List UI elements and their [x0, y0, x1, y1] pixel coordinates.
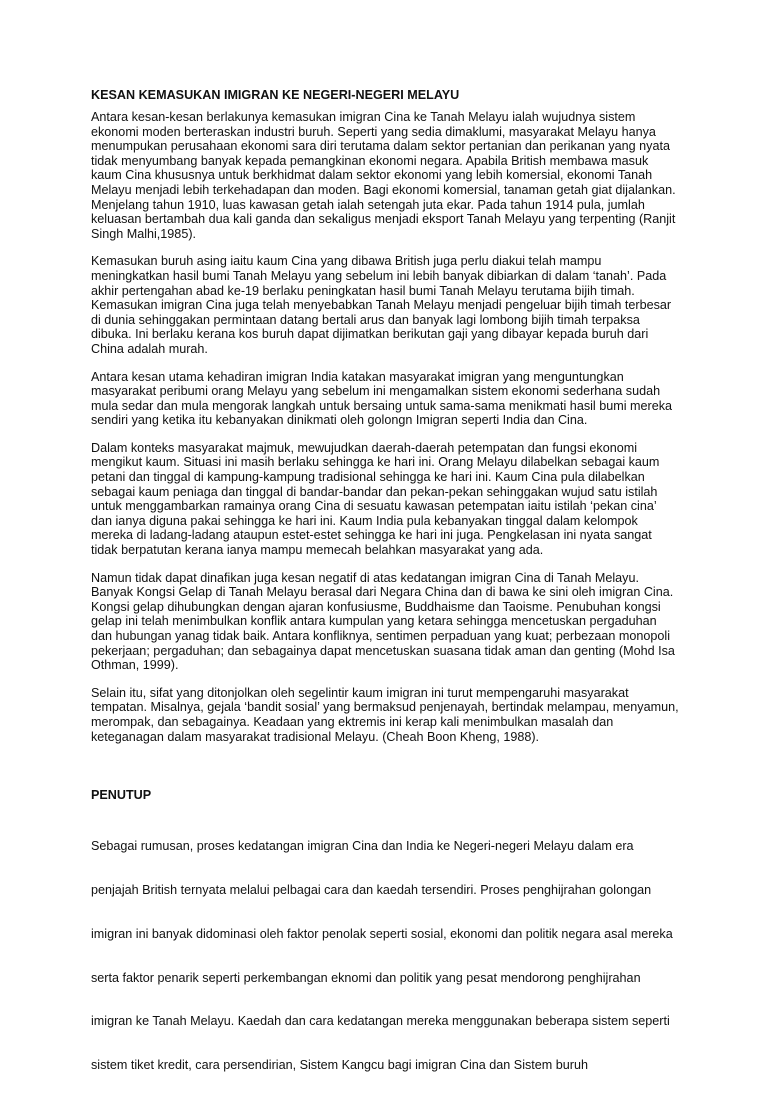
- text-line: akhir pertengahan abad ke-19 berlaku peningkatan hasil bumi Tanah Melayu terutama bijih timah.: [91, 283, 635, 298]
- paragraph-5: [91, 571, 698, 673]
- text-line: ekonomi moden berteraskan industri buruh. Seperti yang sedia dimaklumi, masyarakat Melayu hanya: [91, 124, 656, 139]
- text-line: mereka di ladang-ladang ataupun estet-estet sehingga ke hari ini juga. Pengkelasan ini nyata sangat: [91, 528, 652, 543]
- text-line: sebagai kaum peniaga dan tinggal di bandar-bandar dan pekan-pekan sehinggakan wujud satu istilah: [91, 484, 658, 499]
- text-line: keteganagan dalam masyarakat tradisional Melayu. (Cheah Boon Kheng, 1988).: [91, 729, 540, 744]
- section-spacer: [91, 757, 698, 788]
- text-line: Melayu menjadi lebih terkehadapan dan moden. Bagi ekonomi komersial, tanaman getah giat dijalankan.: [91, 182, 676, 197]
- text-line: Menjelang tahun 1910, luas kawasan getah ialah setengah juta ekar. Pada tahun 1914 pula, jumlah: [91, 197, 645, 212]
- text-line: meningkatkan hasil bumi Tanah Melayu yang sebelum ini lebih banyak dibiarkan di dalam ‘tanah’. Pada: [91, 268, 667, 283]
- text-line: Singh Malhi,1985).: [91, 226, 197, 241]
- text-line: penjajah British ternyata melalui pelbagai cara dan kaedah tersendiri. Proses penghijrahan golongan: [91, 883, 652, 898]
- text-line: Kongsi gelap dihubungkan dengan ajaran konfusiusme, Buddhaisme dan Taoisme. Penubuhan kongsi: [91, 599, 661, 614]
- text-line: sendiri yang ketika itu kebanyakan dinikmati oleh golongn Imigran seperti India dan Cina.: [91, 413, 588, 428]
- text-line: Sebagai rumusan, proses kedatangan imigran Cina dan India ke Negeri-negeri Melayu dalam era: [91, 839, 634, 854]
- text-line: Namun tidak dapat dinafikan juga kesan negatif di atas kedatangan imigran Cina di Tanah Melayu.: [91, 570, 639, 585]
- text-line: tidak menyumbang banyak kepada pemangkinan ekonomi negara. Apabila British membawa masuk: [91, 153, 649, 168]
- text-line: merompak, dan sebagainya. Keadaan yang ektremis ini kerap kali menimbulkan masalah dan: [91, 714, 614, 729]
- text-line: Kemasukan imigran Cina juga telah menyebabkan Tanah Melayu menjadi pengeluar bijih timah terbesar: [91, 298, 672, 313]
- text-line: Selain itu, sifat yang ditonjolkan oleh segelintir kaum imigran ini turut mempengaruhi masyarakat: [91, 685, 629, 700]
- document-title: KESAN KEMASUKAN IMIGRAN KE NEGERI-NEGERI MELAYU: [91, 88, 460, 102]
- text-line: gelap ini telah menimbulkan konflik antara kumpulan yang ketara sehingga mencetuskan pergaduhan: [91, 614, 657, 629]
- text-line: dan hubungan yanag tidak baik. Antara konfliknya, sentimen perpaduan yang kuat; perbezaan monopoli: [91, 629, 671, 643]
- text-line: imigran ke Tanah Melayu. Kaedah dan cara kedatangan mereka menggunakan beberapa sistem seperti: [91, 1014, 670, 1029]
- text-line: China adalah murah.: [91, 341, 208, 356]
- text-line: untuk menggambarkan ramainya orang Cina di sesuatu kawasan petempatan iaitu istilah ‘pekan cina’: [91, 499, 657, 514]
- text-line: Antara kesan-kesan berlakunya kemasukan imigran Cina ke Tanah Melayu ialah wujudnya sistem: [91, 110, 636, 124]
- text-line: dan ianya diguna pakai sehingga ke hari ini. Kaum India pula kebanyakan tinggal dalam kelompok: [91, 513, 638, 528]
- paragraph-2: [91, 254, 698, 356]
- text-line: mula sedar dan mula mengorak langkah untuk bersaing untuk sama-sama menikmati hasil bumi mereka: [91, 398, 672, 413]
- text-line: serta faktor penarik seperti perkembangan eknomi dan politik yang pesat mendorong penghijrahan: [91, 970, 641, 985]
- text-line: Kemasukan buruh asing iaitu kaum Cina yang dibawa British juga perlu diakui telah mampu: [91, 254, 602, 269]
- text-line: Banyak Kongsi Gelap di Tanah Melayu berasal dari Negara China dan di bawa ke sini oleh imigran Cina.: [91, 585, 674, 600]
- text-line: kaum Cina khususnya untuk berkhidmat dalam sektor ekonomi yang lebih komersial, ekonomi Tanah: [91, 168, 653, 183]
- text-line: masyarakat peribumi orang Melayu yang sebelum ini mengamalkan sistem ekonomi sederhana sudah: [91, 384, 661, 399]
- closing-heading: PENUTUP: [91, 788, 152, 803]
- text-line: petani dan tinggal di kampung-kampung tradisional sehingga ke hari ini. Kaum Cina pula dilabelkan: [91, 470, 645, 485]
- text-line: Othman, 1999).: [91, 658, 179, 673]
- text-line: sistem tiket kredit, cara persendirian, Sistem Kangcu bagi imigran Cina dan Sistem buruh: [91, 1058, 588, 1073]
- text-line: tidak berpatutan kerana ianya mampu memecah belahkan masyarakat yang ada.: [91, 543, 544, 558]
- text-line: pekerjaan; pergaduhan; dan sebagainya dapat mencetuskan suasana tidak aman dan genting (Mohd Isa: [91, 643, 675, 658]
- text-line: tempatan. Misalnya, gejala ‘bandit sosial’ yang bermaksud penjenayah, bertindak melampau, menyamun,: [91, 700, 679, 715]
- text-line: di dunia sehinggakan permintaan datang bertali arus dan banyak lagi lombong bijih timah terpaksa: [91, 312, 640, 327]
- text-line: mengikut kaum. Situasi ini masih berlaku sehingga ke hari ini. Orang Melayu dilabelkan sebagai kaum: [91, 455, 660, 470]
- paragraph-6: [91, 686, 698, 744]
- text-line: imigran ini banyak didominasi oleh faktor penolak seperti sosial, ekonomi dan politik negara asal mereka: [91, 926, 673, 941]
- text-line: Antara kesan utama kehadiran imigran India katakan masyarakat imigran yang menguntungkan: [91, 369, 624, 384]
- text-line: keluasan bertambah dua kali ganda dan sekaligus menjadi eksport Tanah Melayu yang terpenting (Ranjit: [91, 212, 676, 227]
- text-line: Dalam konteks masyarakat majmuk, mewujudkan daerah-daerah petempatan dan fungsi ekonomi: [91, 440, 638, 455]
- text-line: dibuka. Ini berlaku kerana kos buruh dapat dijimatkan berikutan gaji yang dibayar kepada buruh dari: [91, 327, 649, 342]
- paragraph-3: [91, 370, 698, 428]
- paragraph-4: [91, 441, 698, 558]
- text-line: menumpukan perusahaan ekonomi sara diri terutama dalam sektor pertanian dan perikanan yang nyata: [91, 139, 670, 154]
- closing-paragraph: [91, 810, 698, 1102]
- paragraph-1: [91, 110, 698, 241]
